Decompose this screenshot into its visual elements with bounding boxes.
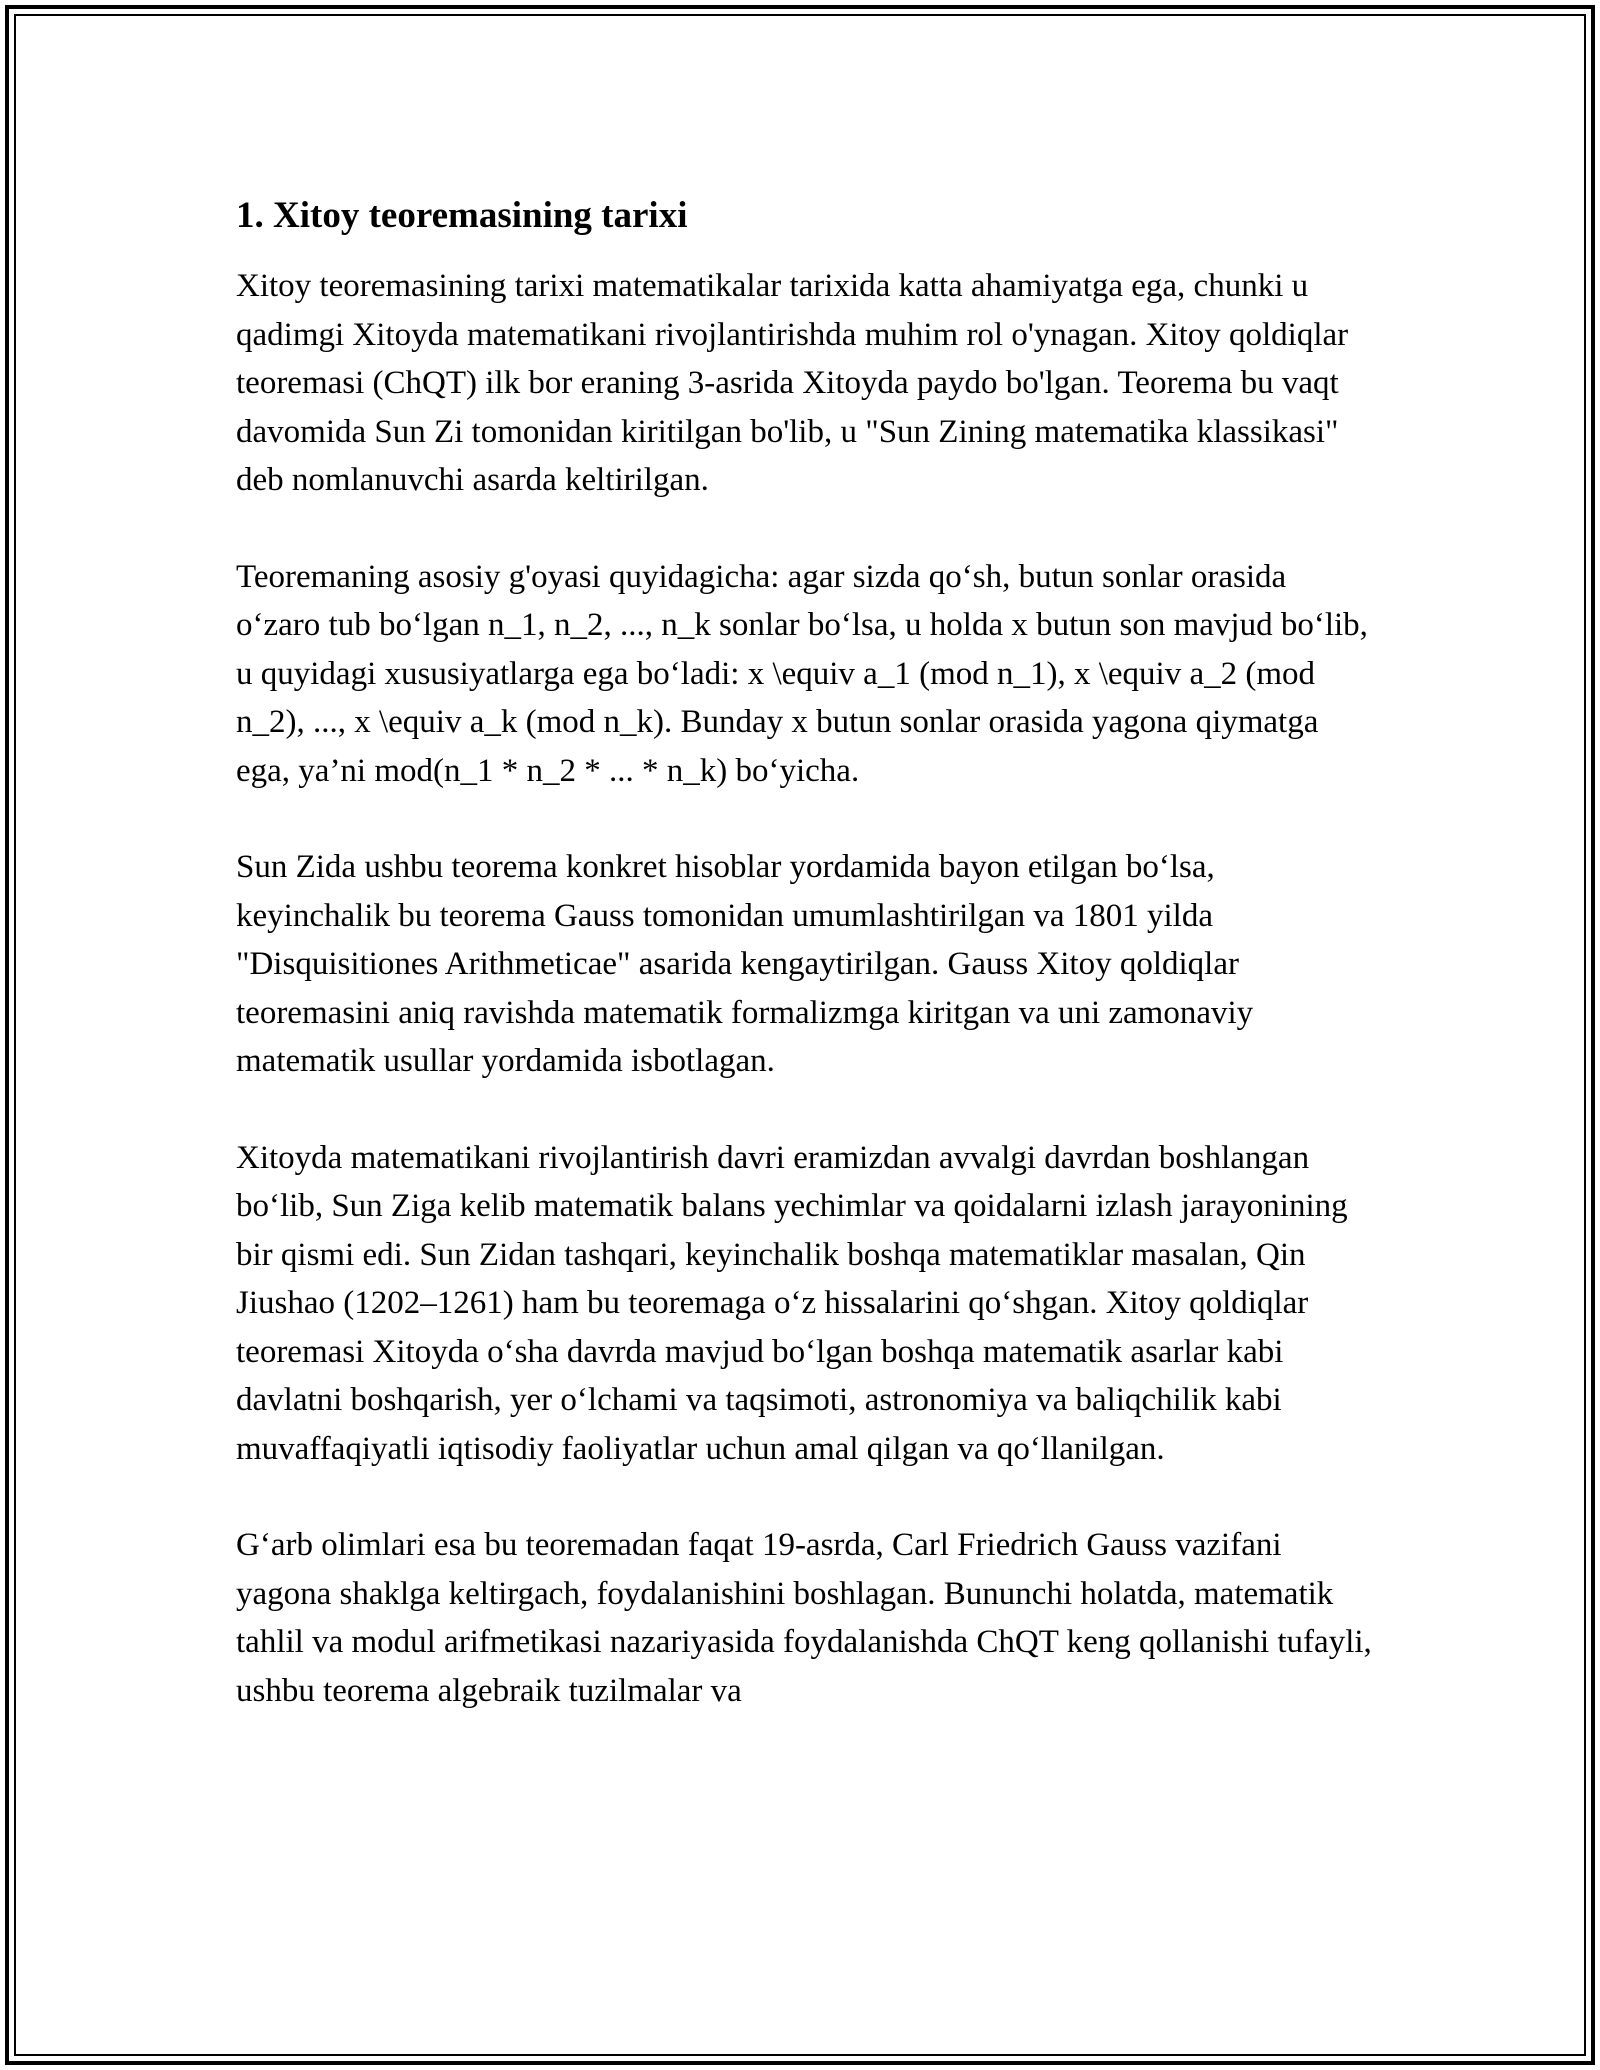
paragraph-1: Xitoy teoremasining tarixi matematikalar tarixida katta ahamiyatga ega, chunki u qadimgi Xitoyda matematikani rivojlantirishda muhim rol o'ynagan. Xitoy qoldiqlar teoremasi (ChQT) ilk bor eraning 3-asrida Xitoyda paydo bo'lgan. Teorema bu vaqt davomida Sun Zi tomonidan kiritilgan bo'lib, u "Sun Zining matematika klassikasi" deb nomlanuvchi asarda keltirilgan.: [236, 268, 1349, 498]
paragraph-3: Sun Zida ushbu teorema konkret hisoblar yordamida bayon etilgan bo‘lsa, keyinchalik bu teorema Gauss tomonidan umumlashtirilgan va 1801 yilda "Disquisitiones Arithmeticae" asarida kengaytirilgan. Gauss Xitoy qoldiqlar teoremasini aniq ravishda matematik formalizmga kiritgan va uni zamonaviy matematik usullar yordamida isbotlagan.: [236, 849, 1254, 1079]
paragraph-4: Xitoyda matematikani rivojlantirish davri eramizdan avvalgi davrdan boshlangan bo‘lib, Sun Ziga kelib matematik balans yechimlar va qoidalarni izlash jarayonining bir qismi edi. Sun Zidan tashqari, keyinchalik boshqa matematiklar masalan, Qin Jiushao (1202–1261) ham bu teoremaga o‘z hissalarini qo‘shgan. Xitoy qoldiqlar teoremasi Xitoyda o‘sha davrda mavjud bo‘lgan boshqa matematik asarlar kabi davlatni boshqarish, yer o‘lchami va taqsimoti, astronomiya va baliqchilik kabi muvaffaqiyatli iqtisodiy faoliyatlar uchun amal qilgan va qo‘llanilgan.: [236, 1139, 1348, 1467]
paragraph-5: G‘arb olimlari esa bu teoremadan faqat 19-asrda, Carl Friedrich Gauss vazifani yagona shaklga keltirgach, foydalanishini boshlagan. Bununchi holatda, matematik tahlil va modul arifmetikasi nazariyasida foydalanishda ChQT keng qollanishi tufayli, ushbu teorema algebraik tuzilmalar va: [236, 1527, 1372, 1709]
document-body: [236, 190, 1376, 1763]
section-title: 1. Xitoy teoremasining tarixi: [236, 195, 688, 236]
paragraph-2: Teoremaning asosiy g'oyasi quyidagicha: agar sizda qo‘sh, butun sonlar orasida o‘zaro tub bo‘lgan n_1, n_2, ..., n_k sonlar bo‘lsa, u holda x butun son mavjud bo‘lib, u quyidagi xususiyatlarga ega bo‘ladi: x \equiv a_1 (mod n_1), x \equiv a_2 (mod n_2), ..., x \equiv a_k (mod n_k). Bunday x butun sonlar orasida yagona qiymatga ega, ya’ni mod(n_1 * n_2 * ... * n_k) bo‘yicha.: [236, 558, 1368, 789]
